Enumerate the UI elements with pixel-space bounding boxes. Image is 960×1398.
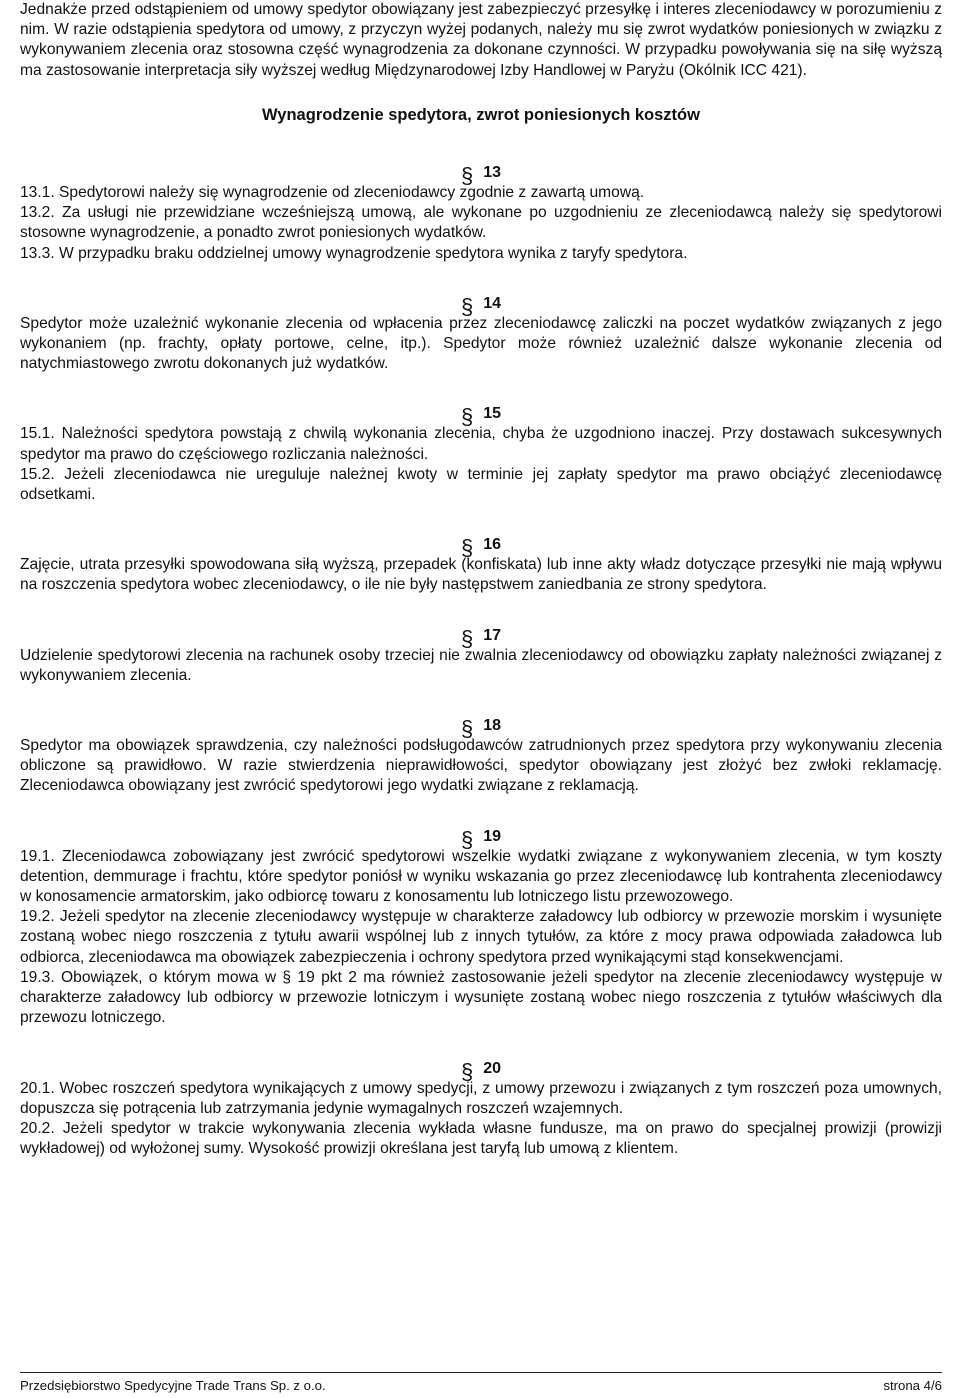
section-19-paragraph: 19.2. Jeżeli spedytor na zlecenie zleceniodawcy występuje w charakterze załadowcy lub odbiorcy w przewozie morskim i wysunięte zostaną wobec niego roszczenia z tytułu awarii wspólnej lub z innych tytułów, za które z mocy prawa odpowiada załadowca lub odbiorca, zleceniodawca ma obowiązek zabezpieczenia i ochrony spedytora przed wynikającymi stąd konsekwencjami.: [20, 908, 942, 966]
footer-divider: [20, 1372, 942, 1373]
section-number: 20: [483, 1059, 502, 1077]
paragraph-sign-15: [20, 404, 942, 430]
section-13-paragraph: 13.1. Spedytorowi należy się wynagrodzenie od zleceniodawcy zgodnie z zawartą umową.: [20, 184, 645, 202]
section-heading: Wynagrodzenie spedytora, zwrot poniesionych kosztów: [262, 105, 700, 124]
paragraph-sign-13: [20, 163, 942, 189]
section-17-paragraph: Udzielenie spedytorowi zlecenia na rachunek osoby trzeciej nie zwalnia zleceniodawcy od obowiązku zapłaty należności związanej z wykonywaniem zlecenia.: [20, 646, 942, 684]
section-number: 14: [483, 294, 502, 312]
page-footer: [20, 1372, 942, 1398]
footer-page-number: strona 4/6: [883, 1378, 942, 1393]
section-number: 18: [483, 717, 502, 735]
paragraph-sign-17: [20, 625, 942, 651]
section-symbol: §: [460, 826, 474, 852]
paragraph-sign-19: [20, 826, 942, 852]
paragraph-sign-14: [20, 293, 942, 319]
section-20-paragraph: 20.2. Jeżeli spedytor w trakcie wykonywania zlecenia wykłada własne fundusze, ma on prawo do specjalnej prowizji (prowizji wykładowej) od wyłożonej sumy. Wysokość prowizji określana jest taryfą lub umową z klientem.: [20, 1119, 942, 1158]
section-symbol: §: [460, 404, 474, 430]
footer-company: Przedsiębiorstwo Spedycyjne Trade Trans Sp. z o.o.: [20, 1378, 326, 1393]
section-number: 19: [483, 827, 502, 845]
paragraph-sign-20: [20, 1058, 942, 1084]
section-13-paragraph: 13.2. Za usługi nie przewidziane wcześniejszą umową, ale wykonane po uzgodnieniu ze zleceniodawcą należy się spedytorowi stosowne wynagrodzenie, a ponadto zwrot poniesionych wydatków.: [20, 204, 942, 242]
section-symbol: §: [460, 535, 474, 561]
section-20-paragraph: 20.1. Wobec roszczeń spedytora wynikających z umowy spedycji, z umowy przewozu i związanych z tym roszczeń poza umownych, dopuszcza się potrącenia lub zatrzymania jedynie wymagalnych roszczeń wzajemnych.: [20, 1079, 942, 1117]
section-symbol: §: [460, 625, 474, 651]
section-18-paragraph: Spedytor ma obowiązek sprawdzenia, czy należności podsługodawców zatrudnionych przez spedytora przy wykonywaniu zlecenia obliczone są prawidłowo. W razie stwierdzenia nieprawidłowości, spedytor obowiązany jest złożyć bez zwłoki reklamację. Zleceniodawca obowiązany jest zwrócić spedytorowi jego wydatki związane z reklamacją.: [20, 737, 942, 795]
section-19-paragraph: 19.1. Zleceniodawca zobowiązany jest zwrócić spedytorowi wszelkie wydatki związane z wykonywaniem zlecenia, w tym koszty detention, demmurage i frachtu, które spedytor poniósł w wyniku wskazania go przez zleceniodawcę lub kontrahenta zleceniodawcy w konosamencie armatorskim, jako odbiorcę towaru z konosamentu lub lotniczego listu przewozowego.: [20, 847, 942, 906]
section-number: 17: [483, 626, 502, 644]
intro-paragraph: Jednakże przed odstąpieniem od umowy spedytor obowiązany jest zabezpieczyć przesyłkę i interes zleceniodawcy w porozumieniu z nim. W razie odstąpienia spedytora od umowy, z przyczyn wyżej podanych, należy mu się zwrot wydatków poniesionych w związku z wykonywaniem zlecenia oraz stosowna część wynagrodzenia za dokonane czynności. W przypadku powoływania się na siłę wyższą ma zastosowanie interpretacja siły wyższej według Międzynarodowej Izby Handlowej w Paryżu (Okólnik ICC 421).: [20, 1, 942, 79]
section-number: 16: [483, 536, 502, 554]
section-number: 15: [483, 405, 502, 423]
section-symbol: §: [460, 1058, 474, 1084]
paragraph-sign-18: [20, 716, 942, 742]
paragraph-sign-16: [20, 535, 942, 561]
section-15-paragraph: 15.1. Należności spedytora powstają z chwilą wykonania zlecenia, chyba że uzgodniono inaczej. Przy dostawach sukcesywnych spedytor ma prawo do częściowego rozliczania należności.: [20, 425, 942, 463]
section-19-paragraph: 19.3. Obowiązek, o którym mowa w § 19 pkt 2 ma również zastosowanie jeżeli spedytor na zlecenie zleceniodawcy występuje w charakterze załadowcy lub odbiorcy w przewozie lotniczym i wysunięte zostaną wobec niego roszczenia z tytułów właściwych dla przewozu lotniczego.: [20, 968, 942, 1027]
section-number: 13: [483, 164, 502, 182]
section-16-paragraph: Zajęcie, utrata przesyłki spowodowana siłą wyższą, przepadek (konfiskata) lub inne akty władz dotyczące przesyłki nie mają wpływu na roszczenia spedytora wobec zleceniodawcy, o ile nie były następstwem zaniedbania ze strony spedytora.: [20, 556, 942, 594]
section-14-paragraph: Spedytor może uzależnić wykonanie zlecenia od wpłacenia przez zleceniodawcę zaliczki na poczet wydatków związanych z jego wykonaniem (np. frachty, opłaty portowe, celne, itp.). Spedytor może również uzależnić dalsze wykonanie zlecenia od natychmiastowego zwrotu dokonanych już wydatków.: [20, 314, 942, 373]
section-symbol: §: [460, 293, 474, 319]
section-symbol: §: [460, 163, 474, 189]
document-page: [20, 0, 942, 1159]
sections-container: [20, 163, 942, 1159]
section-symbol: §: [460, 716, 474, 742]
section-15-paragraph: 15.2. Jeżeli zleceniodawca nie ureguluje należnej kwoty w terminie jej zapłaty spedytor ma prawo obciążyć zleceniodawcę odsetkami.: [20, 465, 942, 504]
section-13-paragraph: 13.3. W przypadku braku oddzielnej umowy wynagrodzenie spedytora wynika z taryfy spedytora.: [20, 244, 688, 262]
